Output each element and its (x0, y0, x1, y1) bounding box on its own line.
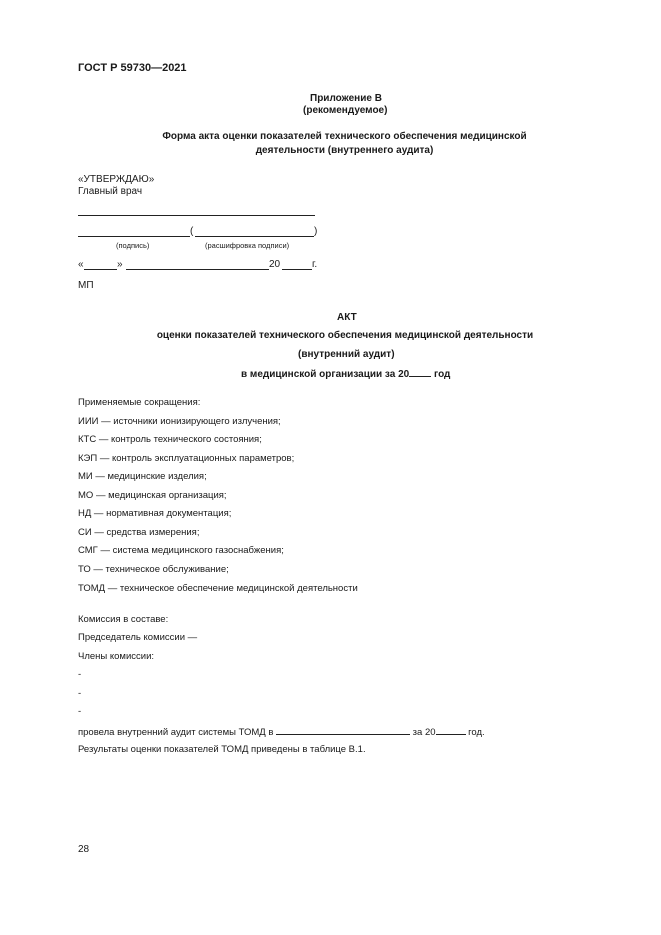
member-dash: - (78, 706, 82, 717)
organization-blank (276, 725, 410, 735)
abbreviation-item: СИ — средства измерения; (78, 527, 200, 538)
commission-chairman: Председатель комиссии — (78, 632, 198, 643)
date-day-line (84, 269, 117, 270)
act-line-3 (241, 367, 450, 380)
signature-decoding-line (195, 236, 314, 237)
name-line (78, 215, 315, 216)
audit-suffix: год. (468, 727, 485, 738)
document-standard-number: ГОСТ Р 59730—2021 (78, 62, 187, 74)
date-year-line (282, 269, 312, 270)
date-open-quote: « (78, 259, 84, 270)
signature-decoding-caption: (расшифровка подписи) (205, 241, 290, 250)
act-line-3-suffix: год (434, 369, 451, 380)
abbreviation-item: СМГ — система медицинского газоснабжения; (78, 545, 284, 556)
date-close-quote: » (117, 259, 123, 270)
close-paren: ) (314, 226, 318, 237)
abbreviation-item: НД — нормативная документация; (78, 508, 232, 519)
audit-year-blank (436, 725, 466, 735)
member-dash: - (78, 669, 82, 680)
member-dash: - (78, 688, 82, 699)
abbreviation-item: КЭП — контроль эксплуатационных параметров; (78, 453, 295, 464)
commission-members: Члены комиссии: (78, 651, 155, 662)
commission-heading: Комиссия в составе: (78, 614, 169, 625)
open-paren: ( (190, 226, 194, 237)
form-title-line-1: Форма акта оценки показателей технического обеспечения медицинской (162, 131, 527, 142)
approval-stamp-text: «УТВЕРЖДАЮ» (78, 174, 155, 185)
act-line-3-prefix: в медицинской организации за 20 (241, 369, 410, 380)
act-line-1: оценки показателей технического обеспечения медицинской деятельности (156, 330, 534, 341)
act-title: АКТ (337, 312, 357, 323)
abbreviation-item: КТС — контроль технического состояния; (78, 434, 262, 445)
appendix-subtitle: (рекомендуемое) (303, 105, 388, 116)
act-year-blank (409, 367, 431, 377)
page-number: 28 (78, 844, 90, 855)
appendix-title: Приложение В (310, 93, 382, 104)
audit-prefix: провела внутренний аудит системы ТОМД в (78, 727, 274, 738)
date-year-suffix: г. (312, 259, 318, 270)
abbreviation-item: ТО — техническое обслуживание; (78, 564, 229, 575)
audit-middle: за 20 (412, 727, 436, 738)
abbreviation-item: ТОМД — техническое обеспечение медицинской деятельности (78, 583, 358, 594)
audit-sentence (78, 725, 485, 738)
abbreviation-item: ИИИ — источники ионизирующего излучения; (78, 416, 281, 427)
abbreviation-item: МО — медицинская организация; (78, 490, 227, 501)
act-line-2: (внутренний аудит) (298, 349, 395, 360)
seal-placeholder: МП (78, 280, 94, 291)
approval-role: Главный врач (78, 186, 143, 197)
signature-caption: (подпись) (116, 241, 150, 250)
abbreviations-heading: Применяемые сокращения: (78, 397, 201, 408)
results-text: Результаты оценки показателей ТОМД приведены в таблице В.1. (78, 744, 366, 755)
date-year-prefix: 20 (269, 259, 281, 270)
abbreviation-item: МИ — медицинские изделия; (78, 471, 207, 482)
date-month-line (126, 269, 269, 270)
signature-line (78, 236, 190, 237)
form-title-line-2: деятельности (внутреннего аудита) (255, 145, 434, 156)
